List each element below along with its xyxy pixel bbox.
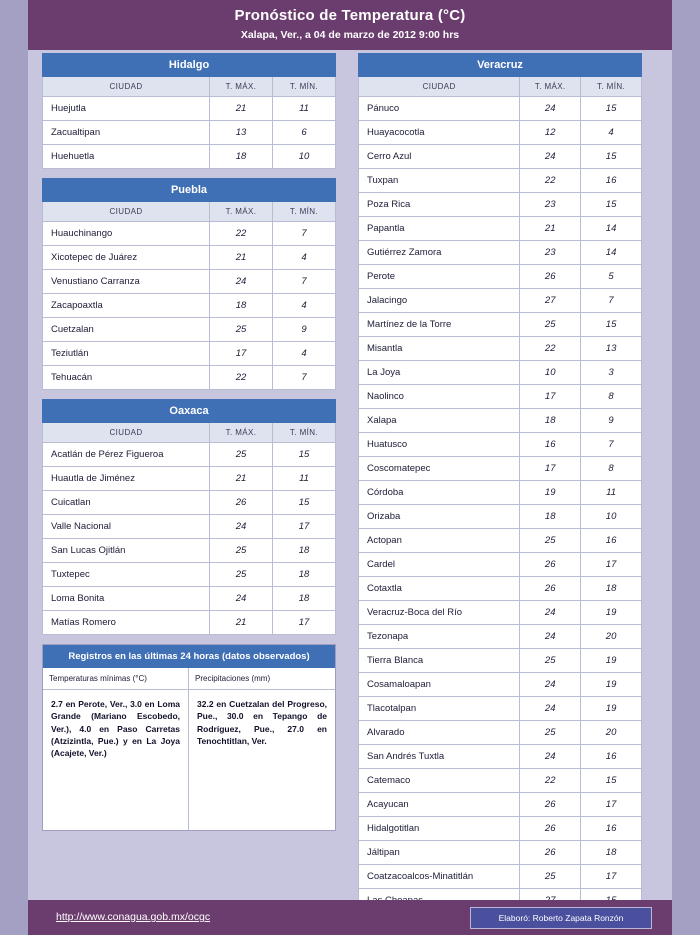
tmax-value: 19 [520, 481, 581, 505]
registros-precip-column [189, 668, 335, 830]
city-name: Matías Romero [43, 611, 210, 635]
tmax-value: 23 [520, 193, 581, 217]
table-row [43, 491, 336, 515]
table-row [359, 289, 642, 313]
city-name: Jalacingo [359, 289, 520, 313]
page-header [28, 0, 672, 50]
city-name: Huejutla [43, 97, 210, 121]
tmin-value: 4 [273, 246, 336, 270]
tmax-value: 24 [520, 145, 581, 169]
table-row [359, 553, 642, 577]
tmax-value: 26 [210, 491, 273, 515]
tmin-value: 13 [581, 337, 642, 361]
city-name: Valle Nacional [43, 515, 210, 539]
table-row [43, 270, 336, 294]
city-name: Huehuetla [43, 145, 210, 169]
table-row [359, 217, 642, 241]
table-row [359, 865, 642, 889]
tmin-value: 9 [273, 318, 336, 342]
tmin-value: 11 [273, 467, 336, 491]
tmin-column-header: T. MÍN. [273, 423, 336, 443]
city-name: Tuxtepec [43, 563, 210, 587]
table-row [43, 467, 336, 491]
tmin-value: 15 [581, 313, 642, 337]
tmax-value: 12 [520, 121, 581, 145]
registros-precip-label: Precipitaciones (mm) [189, 668, 335, 690]
table-row [359, 601, 642, 625]
tmax-column-header: T. MÁX. [210, 423, 273, 443]
credit-badge: Elaboró: Roberto Zapata Ronzón [470, 907, 652, 929]
tmax-value: 24 [520, 673, 581, 697]
city-name: Teziutlán [43, 342, 210, 366]
tmax-value: 24 [210, 515, 273, 539]
tmin-value: 15 [581, 769, 642, 793]
tmax-value: 21 [520, 217, 581, 241]
tmin-value: 18 [273, 563, 336, 587]
tmin-value: 17 [273, 611, 336, 635]
table-row [359, 145, 642, 169]
tmax-value: 22 [210, 222, 273, 246]
city-name: Huauchinango [43, 222, 210, 246]
column-header-row [43, 423, 336, 443]
table-row [359, 673, 642, 697]
city-name: Venustiano Carranza [43, 270, 210, 294]
table-row [359, 721, 642, 745]
tmin-value: 11 [581, 481, 642, 505]
registros-box [42, 644, 336, 831]
tmin-value: 17 [581, 793, 642, 817]
table-row [359, 625, 642, 649]
city-name: La Joya [359, 361, 520, 385]
city-name: Cuetzalan [43, 318, 210, 342]
tmax-value: 25 [520, 649, 581, 673]
column-header-row [359, 77, 642, 97]
tmax-value: 25 [520, 721, 581, 745]
table-row [359, 265, 642, 289]
tmin-value: 9 [581, 409, 642, 433]
tmax-value: 18 [210, 294, 273, 318]
tmax-value: 21 [210, 246, 273, 270]
city-column-header: CIUDAD [359, 77, 520, 97]
tmin-value: 15 [581, 97, 642, 121]
tmin-value: 19 [581, 673, 642, 697]
table-row [43, 121, 336, 145]
city-name: Pánuco [359, 97, 520, 121]
city-name: Actopan [359, 529, 520, 553]
table-row [359, 649, 642, 673]
city-name: Martínez de la Torre [359, 313, 520, 337]
table-row [43, 539, 336, 563]
tmin-value: 3 [581, 361, 642, 385]
city-column-header: CIUDAD [43, 202, 210, 222]
tmax-value: 26 [520, 265, 581, 289]
tmin-value: 20 [581, 721, 642, 745]
tmin-value: 7 [581, 433, 642, 457]
state-header: Hidalgo [43, 54, 336, 77]
table-row [43, 246, 336, 270]
table-row [43, 318, 336, 342]
tmax-column-header: T. MÁX. [520, 77, 581, 97]
tmin-value: 11 [273, 97, 336, 121]
table-row [359, 169, 642, 193]
table-row [359, 193, 642, 217]
city-name: Zacapoaxtla [43, 294, 210, 318]
table-spacer [42, 169, 336, 178]
tmin-value: 16 [581, 745, 642, 769]
city-name: Jáltipan [359, 841, 520, 865]
temperature-table-oaxaca [42, 399, 336, 635]
tmin-value: 10 [581, 505, 642, 529]
tmin-value: 20 [581, 625, 642, 649]
tmin-value: 4 [273, 294, 336, 318]
tmin-value: 4 [273, 342, 336, 366]
tmax-column-header: T. MÁX. [210, 77, 273, 97]
column-header-row [43, 202, 336, 222]
tmin-value: 7 [273, 270, 336, 294]
table-row [359, 481, 642, 505]
tmax-value: 26 [520, 817, 581, 841]
city-name: Cotaxtla [359, 577, 520, 601]
tmax-value: 21 [210, 467, 273, 491]
tmax-value: 25 [210, 539, 273, 563]
tmin-value: 14 [581, 217, 642, 241]
tmax-value: 21 [210, 97, 273, 121]
tmin-value: 10 [273, 145, 336, 169]
tmax-value: 17 [520, 457, 581, 481]
city-name: Cardel [359, 553, 520, 577]
city-name: Papantla [359, 217, 520, 241]
table-row [359, 841, 642, 865]
city-name: Zacualtipan [43, 121, 210, 145]
tmin-value: 17 [273, 515, 336, 539]
city-name: Loma Bonita [43, 587, 210, 611]
city-name: Gutiérrez Zamora [359, 241, 520, 265]
table-row [359, 793, 642, 817]
tmax-value: 25 [520, 529, 581, 553]
city-name: San Andrés Tuxtla [359, 745, 520, 769]
tmax-value: 18 [520, 409, 581, 433]
tmin-value: 15 [273, 491, 336, 515]
table-row [359, 361, 642, 385]
tmin-value: 4 [581, 121, 642, 145]
table-row [43, 145, 336, 169]
table-row [359, 457, 642, 481]
tmin-value: 8 [581, 457, 642, 481]
tmax-value: 24 [210, 587, 273, 611]
registros-precip-text: 32.2 en Cuetzalan del Progreso, Pue., 30.0 en Tepango de Rodríguez, Pue., 27.0 en Tenochtitlan, Ver. [197, 699, 327, 746]
tmax-value: 24 [210, 270, 273, 294]
tmax-value: 24 [520, 97, 581, 121]
city-name: Tuxpan [359, 169, 520, 193]
tmin-column-header: T. MÍN. [273, 77, 336, 97]
city-name: Córdoba [359, 481, 520, 505]
city-name: Xicotepec de Juárez [43, 246, 210, 270]
table-row [43, 366, 336, 390]
tmax-value: 18 [520, 505, 581, 529]
tmax-value: 17 [210, 342, 273, 366]
tmax-value: 18 [210, 145, 273, 169]
city-name: Poza Rica [359, 193, 520, 217]
city-name: Huatusco [359, 433, 520, 457]
tmin-value: 15 [273, 443, 336, 467]
city-column-header: CIUDAD [43, 77, 210, 97]
registros-temp-label: Temperaturas mínimas (°C) [43, 668, 188, 690]
tmin-value: 19 [581, 649, 642, 673]
tmin-value: 7 [581, 289, 642, 313]
tmax-value: 16 [520, 433, 581, 457]
tmin-value: 16 [581, 169, 642, 193]
tmax-value: 22 [520, 769, 581, 793]
tmax-value: 22 [210, 366, 273, 390]
table-row [43, 611, 336, 635]
city-name: Naolinco [359, 385, 520, 409]
tmax-column-header: T. MÁX. [210, 202, 273, 222]
table-row [43, 563, 336, 587]
tmin-value: 6 [273, 121, 336, 145]
tmax-value: 17 [520, 385, 581, 409]
tmax-value: 25 [210, 443, 273, 467]
table-row [359, 505, 642, 529]
table-row [359, 745, 642, 769]
city-name: Acayucan [359, 793, 520, 817]
tmin-value: 19 [581, 601, 642, 625]
tmax-value: 13 [210, 121, 273, 145]
city-name: Veracruz-Boca del Río [359, 601, 520, 625]
page-subtitle: Xalapa, Ver., a 04 de marzo de 2012 9:00 hrs [240, 29, 460, 41]
state-header: Oaxaca [43, 400, 336, 423]
table-row [43, 222, 336, 246]
tmin-value: 18 [273, 587, 336, 611]
city-name: Misantla [359, 337, 520, 361]
tmin-value: 18 [273, 539, 336, 563]
city-name: Catemaco [359, 769, 520, 793]
column-header-row [43, 77, 336, 97]
city-name: Orizaba [359, 505, 520, 529]
tmin-column-header: T. MÍN. [273, 202, 336, 222]
registros-temp-text: 2.7 en Perote, Ver., 3.0 en Loma Grande (Mariano Escobedo, Ver.), 4.0 en Paso Carretas (Atzizintla, Pue.) y en La Joya (Acajete, Ver.) [51, 699, 180, 759]
tmax-value: 25 [520, 313, 581, 337]
tmax-value: 25 [210, 318, 273, 342]
tmin-value: 15 [581, 145, 642, 169]
city-name: Cosamaloapan [359, 673, 520, 697]
temperature-table-veracruz [358, 53, 642, 913]
tmin-value: 16 [581, 817, 642, 841]
tmin-value: 16 [581, 529, 642, 553]
city-name: Tlacotalpan [359, 697, 520, 721]
table-row [359, 433, 642, 457]
tmax-value: 26 [520, 553, 581, 577]
table-spacer [42, 390, 336, 399]
city-name: Coatzacoalcos-Minatitlán [359, 865, 520, 889]
table-row [359, 241, 642, 265]
city-name: Alvarado [359, 721, 520, 745]
table-row [359, 409, 642, 433]
table-row [359, 529, 642, 553]
tmin-value: 17 [581, 865, 642, 889]
table-row [359, 577, 642, 601]
temperature-table-hidalgo [42, 53, 336, 169]
conagua-link[interactable]: http://www.conagua.gob.mx/ocgc [56, 911, 211, 923]
state-header: Puebla [43, 179, 336, 202]
tmax-value: 26 [520, 577, 581, 601]
city-name: Xalapa [359, 409, 520, 433]
city-name: Tehuacán [43, 366, 210, 390]
tmax-value: 23 [520, 241, 581, 265]
city-column-header: CIUDAD [43, 423, 210, 443]
city-name: San Lucas Ojitlán [43, 539, 210, 563]
table-row [359, 697, 642, 721]
table-row [43, 342, 336, 366]
city-name: Tezonapa [359, 625, 520, 649]
tmin-value: 14 [581, 241, 642, 265]
tmax-value: 10 [520, 361, 581, 385]
table-row [43, 97, 336, 121]
tmin-value: 18 [581, 577, 642, 601]
tmax-value: 26 [520, 841, 581, 865]
table-row [359, 769, 642, 793]
tmax-value: 24 [520, 625, 581, 649]
tmax-value: 24 [520, 697, 581, 721]
right-column [358, 53, 642, 913]
table-row [43, 515, 336, 539]
tmax-value: 24 [520, 601, 581, 625]
table-row [43, 294, 336, 318]
tmin-value: 5 [581, 265, 642, 289]
table-row [359, 121, 642, 145]
tmin-value: 7 [273, 222, 336, 246]
city-name: Huayacocotla [359, 121, 520, 145]
tmin-column-header: T. MÍN. [581, 77, 642, 97]
page-footer [28, 900, 672, 935]
city-name: Coscomatepec [359, 457, 520, 481]
tmin-value: 7 [273, 366, 336, 390]
city-name: Huautla de Jiménez [43, 467, 210, 491]
temperature-table-puebla [42, 178, 336, 390]
left-column [42, 53, 336, 831]
table-row [359, 385, 642, 409]
tmax-value: 24 [520, 745, 581, 769]
city-name: Tierra Blanca [359, 649, 520, 673]
city-name: Hidalgotitlan [359, 817, 520, 841]
tmin-value: 15 [581, 193, 642, 217]
tmax-value: 26 [520, 793, 581, 817]
table-row [359, 313, 642, 337]
tmin-value: 18 [581, 841, 642, 865]
tmax-value: 25 [210, 563, 273, 587]
tmin-value: 19 [581, 697, 642, 721]
registros-title: Registros en las últimas 24 horas (datos observados) [43, 645, 335, 668]
state-header: Veracruz [359, 54, 642, 77]
page-title: Pronóstico de Temperatura (°C) [234, 7, 466, 24]
city-name: Cerro Azul [359, 145, 520, 169]
table-row [359, 337, 642, 361]
tmax-value: 22 [520, 337, 581, 361]
tmax-value: 21 [210, 611, 273, 635]
tmax-value: 25 [520, 865, 581, 889]
city-name: Cuicatlan [43, 491, 210, 515]
city-name: Perote [359, 265, 520, 289]
tmax-value: 22 [520, 169, 581, 193]
city-name: Acatlán de Pérez Figueroa [43, 443, 210, 467]
tmax-value: 27 [520, 289, 581, 313]
table-row [43, 587, 336, 611]
table-row [359, 97, 642, 121]
tmin-value: 17 [581, 553, 642, 577]
table-row [359, 817, 642, 841]
registros-temp-column [43, 668, 189, 830]
tmin-value: 8 [581, 385, 642, 409]
table-row [43, 443, 336, 467]
